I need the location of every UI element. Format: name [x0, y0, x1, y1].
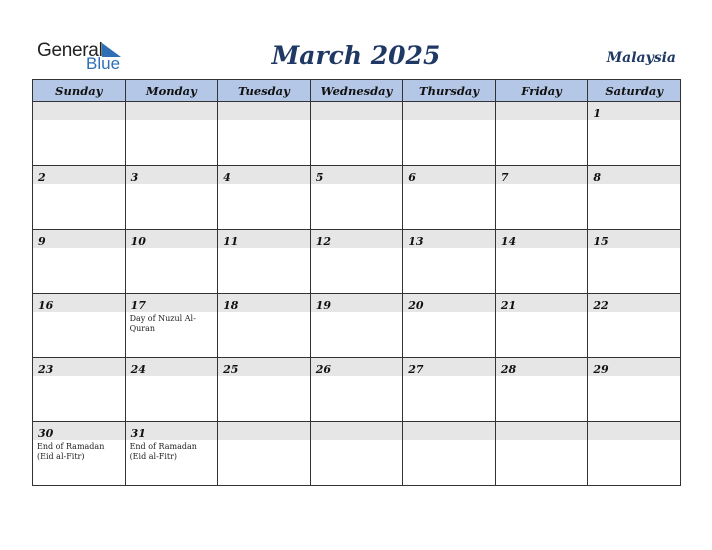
day-number-bar	[496, 102, 588, 120]
day-number-bar	[218, 422, 310, 440]
day-cell	[218, 294, 311, 358]
day-number: 31	[130, 427, 146, 440]
day-number: 15	[593, 235, 609, 248]
day-number-bar	[496, 422, 588, 440]
day-cell	[310, 294, 403, 358]
day-number: 3	[130, 171, 139, 184]
day-cell	[403, 358, 496, 422]
day-number-bar	[311, 294, 403, 312]
day-number: 4	[223, 171, 231, 184]
day-number: 20	[408, 299, 424, 312]
day-cell	[125, 294, 218, 358]
day-cell	[33, 358, 126, 422]
day-cell	[495, 102, 588, 166]
day-cell	[588, 422, 681, 486]
day-cell	[33, 166, 126, 230]
day-number: 17	[130, 299, 146, 312]
day-number-bar	[126, 294, 218, 312]
day-number: 9	[38, 235, 46, 248]
day-cell	[125, 422, 218, 486]
day-number: 21	[500, 299, 517, 312]
day-number-bar	[588, 166, 680, 184]
day-cell	[403, 102, 496, 166]
day-number-bar	[33, 230, 125, 248]
day-number: 5	[315, 171, 324, 184]
day-cell	[588, 230, 681, 294]
day-number: 25	[223, 363, 239, 376]
day-number: 30	[38, 427, 54, 440]
day-number-bar	[126, 230, 218, 248]
day-number-bar	[588, 230, 680, 248]
day-number-bar	[33, 422, 125, 440]
day-cell	[403, 230, 496, 294]
day-number: 10	[130, 235, 146, 248]
day-number-bar	[126, 358, 218, 376]
day-number: 6	[408, 171, 416, 184]
weekday-header: Friday	[495, 80, 588, 102]
day-cell	[495, 358, 588, 422]
day-cell	[403, 294, 496, 358]
day-number: 13	[408, 235, 424, 248]
day-number: 16	[38, 299, 54, 312]
day-number-bar	[311, 102, 403, 120]
week-row	[33, 102, 681, 166]
day-cell	[588, 358, 681, 422]
day-cell	[588, 102, 681, 166]
day-number-bar	[311, 230, 403, 248]
day-number-bar	[403, 230, 495, 248]
weekday-header: Saturday	[588, 80, 681, 102]
day-number-bar	[33, 358, 125, 376]
holiday-label: Day of Nuzul Al-Quran	[129, 314, 196, 333]
week-row	[33, 358, 681, 422]
day-number-bar	[403, 166, 495, 184]
day-number-bar	[588, 294, 680, 312]
day-number-bar	[403, 358, 495, 376]
weekday-header: Tuesday	[218, 80, 311, 102]
holiday-label: End of Ramadan (Eid al-Fitr)	[129, 442, 197, 461]
day-cell	[310, 422, 403, 486]
day-number-bar	[496, 166, 588, 184]
day-cell	[33, 294, 126, 358]
day-cell	[33, 422, 126, 486]
calendar-grid	[32, 79, 681, 486]
holiday-label: End of Ramadan (Eid al-Fitr)	[37, 442, 105, 461]
day-cell	[125, 230, 218, 294]
day-number-bar	[588, 422, 680, 440]
day-cell	[403, 422, 496, 486]
day-cell	[33, 230, 126, 294]
day-cell	[125, 102, 218, 166]
day-number: 14	[500, 235, 517, 248]
day-number: 28	[500, 363, 517, 376]
day-cell	[310, 230, 403, 294]
day-number: 27	[408, 363, 424, 376]
day-number: 26	[315, 363, 331, 376]
week-row	[33, 294, 681, 358]
day-number-bar	[588, 358, 680, 376]
day-cell	[218, 230, 311, 294]
day-number-bar	[403, 294, 495, 312]
day-cell	[310, 166, 403, 230]
day-number-bar	[33, 294, 125, 312]
day-number: 24	[130, 363, 146, 376]
day-number-bar	[588, 102, 680, 120]
logo-blue-text: Blue	[86, 54, 121, 73]
day-number-bar	[218, 358, 310, 376]
day-number-bar	[311, 358, 403, 376]
day-number: 2	[38, 171, 46, 184]
day-number: 8	[593, 171, 602, 184]
day-cell	[588, 294, 681, 358]
day-number-bar	[218, 102, 310, 120]
day-number-bar	[33, 166, 125, 184]
day-number-bar	[496, 358, 588, 376]
day-number: 11	[223, 235, 239, 248]
day-cell	[495, 294, 588, 358]
day-number-bar	[126, 166, 218, 184]
day-cell	[218, 102, 311, 166]
day-cell	[495, 166, 588, 230]
day-cell	[495, 422, 588, 486]
day-cell	[33, 102, 126, 166]
day-number: 29	[593, 363, 609, 376]
day-cell	[403, 166, 496, 230]
week-row	[33, 422, 681, 486]
day-cell	[495, 230, 588, 294]
week-row	[33, 166, 681, 230]
country-label: Malaysia	[606, 50, 676, 66]
day-number-bar	[403, 102, 495, 120]
day-cell	[218, 358, 311, 422]
day-number-bar	[403, 422, 495, 440]
day-number-bar	[218, 230, 310, 248]
day-number-bar	[126, 422, 218, 440]
day-number: 12	[315, 235, 331, 248]
day-cell	[310, 102, 403, 166]
day-number: 22	[593, 299, 609, 312]
day-number: 7	[500, 171, 509, 184]
day-cell	[125, 166, 218, 230]
day-number: 23	[38, 363, 54, 376]
weekday-header: Monday	[125, 80, 218, 102]
weekday-header: Sunday	[33, 80, 126, 102]
day-number-bar	[311, 166, 403, 184]
day-number-bar	[496, 294, 588, 312]
day-number-bar	[218, 166, 310, 184]
day-number-bar	[218, 294, 310, 312]
day-cell	[218, 422, 311, 486]
day-number-bar	[311, 422, 403, 440]
day-number-bar	[33, 102, 125, 120]
day-number: 1	[593, 107, 602, 120]
weekday-header-row	[33, 80, 681, 102]
weekday-header: Wednesday	[310, 80, 403, 102]
day-cell	[588, 166, 681, 230]
day-number-bar	[126, 102, 218, 120]
day-number: 18	[223, 299, 239, 312]
logo-general-text: General	[37, 40, 103, 61]
page-title: March 2025	[271, 41, 441, 70]
day-number-bar	[496, 230, 588, 248]
week-row	[33, 230, 681, 294]
weekday-header: Thursday	[403, 80, 496, 102]
day-number: 19	[315, 299, 331, 312]
day-cell	[310, 358, 403, 422]
day-cell	[125, 358, 218, 422]
day-cell	[218, 166, 311, 230]
